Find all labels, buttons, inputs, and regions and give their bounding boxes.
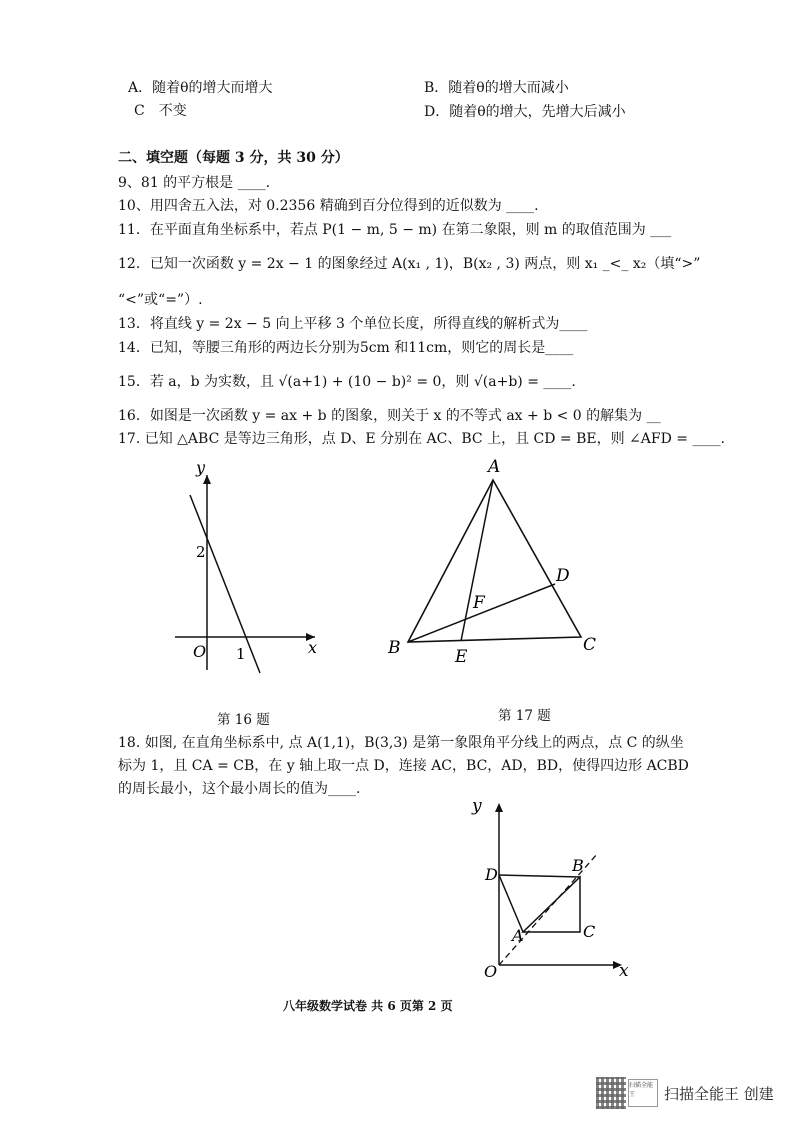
watermark-text: 扫描全能王 创建	[664, 1085, 774, 1103]
question-13: 13．将直线 y = 2x − 5 向上平移 3 个单位长度，所得直线的解析式为____	[118, 316, 588, 332]
question-10: 10、用四舍五入法，对 0.2356 精确到百分位得到的近似数为 ____.	[118, 198, 539, 214]
choice-c: C 不变	[134, 103, 187, 119]
scanner-badge: 扫描全能王	[628, 1079, 658, 1107]
fig18-label-a: A	[512, 926, 524, 945]
fig18-segment-da	[499, 875, 523, 932]
section-title: 二、填空题（每题 3 分，共 30 分）	[118, 150, 349, 166]
question-15: 15．若 a，b 为实数，且 √(a+1) + (10 − b)² = 0，则 √(a+b) = ____.	[118, 374, 576, 390]
fig17-label-a: A	[488, 457, 501, 477]
question-11: 11．在平面直角坐标系中，若点 P(1 − m, 5 − m) 在第二象限，则 m 的取值范围为 ___	[118, 222, 672, 238]
fig17-label-b: B	[388, 638, 401, 658]
choice-a: A．随着θ的增大而增大	[128, 80, 273, 96]
fig16-label-two: 2	[196, 543, 206, 561]
question-18-line-2: 标为 1，且 CA = CB，在 y 轴上取一点 D，连接 AC，BC，AD，BD，使得四边形 ACBD	[118, 758, 689, 774]
fig17-label-c: C	[583, 635, 597, 655]
figure-16	[160, 455, 330, 680]
fig16-label-origin: O	[193, 642, 207, 661]
fig18-label-y: y	[472, 796, 482, 816]
fig16-label-x: x	[308, 638, 318, 657]
fig18-y-arrow	[495, 803, 503, 812]
fig18-segment-db	[499, 875, 580, 877]
figure-17	[380, 450, 610, 670]
fig17-label-f: F	[473, 593, 485, 613]
figure-18	[470, 795, 640, 985]
question-12: 12．已知一次函数 y = 2x − 1 的图象经过 A(x₁ , 1)，B(x₂ , 3) 两点，则 x₁ _<_ x₂（填“>”	[118, 256, 701, 272]
fig17-label-e: E	[455, 647, 468, 667]
question-18-line-3: 的周长最小，这个最小周长的值为____.	[118, 781, 361, 797]
fig16-label-y: y	[196, 458, 206, 477]
fig16-label-one: 1	[236, 645, 246, 663]
fig18-label-x: x	[619, 961, 629, 981]
question-18-line-1: 18. 如图, 在直角坐标系中, 点 A(1,1)，B(3,3) 是第一象限角平分线上的两点，点 C 的纵坐	[118, 735, 684, 751]
question-9: 9、81 的平方根是 ____.	[118, 175, 271, 191]
fig18-label-c: C	[583, 922, 596, 941]
question-16: 16．如图是一次函数 y = ax + b 的图象，则关于 x 的不等式 ax + b < 0 的解集为 __	[118, 408, 661, 424]
question-12-cont: “<”或“=”）.	[118, 292, 203, 308]
fig18-triangle-acb	[523, 877, 580, 932]
fig17-caption: 第 17 题	[498, 708, 551, 724]
fig18-label-o: O	[484, 962, 498, 981]
fig18-label-d: D	[485, 865, 498, 884]
fig17-segment-ae	[461, 480, 493, 641]
fig17-triangle	[408, 480, 581, 642]
fig18-label-b: B	[572, 856, 584, 875]
fig16-caption: 第 16 题	[217, 712, 270, 728]
choice-d: D．随着θ的增大，先增大后减小	[424, 104, 626, 120]
qr-code-icon	[596, 1077, 626, 1109]
fig17-label-d: D	[556, 566, 570, 586]
choice-b: B．随着θ的增大而减小	[424, 80, 569, 96]
page-footer: 八年级数学试卷 共 6 页第 2 页	[283, 999, 453, 1013]
question-17: 17. 已知 △ABC 是等边三角形，点 D、E 分别在 AC、BC 上，且 CD = BE，则 ∠AFD = ____.	[118, 431, 725, 447]
question-14: 14．已知，等腰三角形的两边长分别为5cm 和11cm，则它的周长是____	[118, 340, 574, 356]
